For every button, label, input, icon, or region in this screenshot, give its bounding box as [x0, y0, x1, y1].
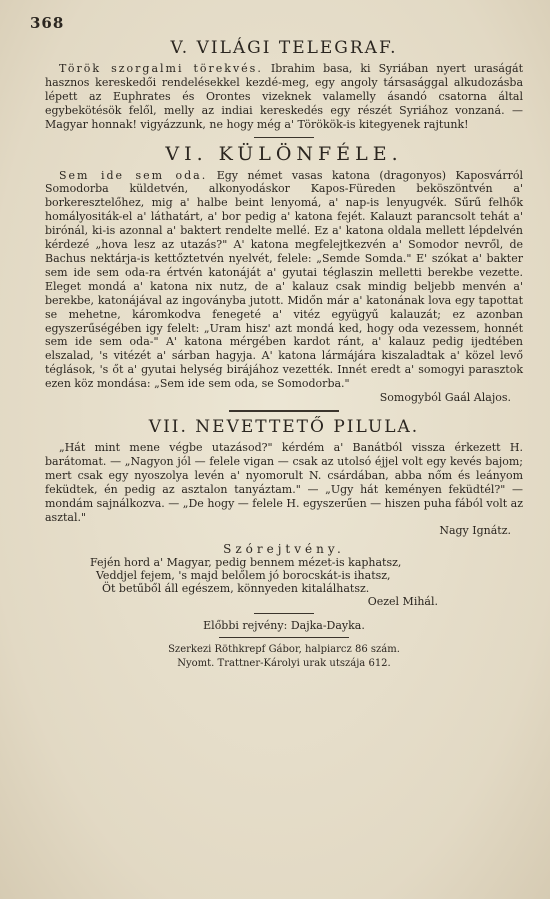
page-content — [45, 38, 523, 671]
previous-riddle-answer: Előbbi rejvény: Dajka-Dayka. — [203, 619, 365, 633]
riddle-verse — [45, 556, 523, 595]
paragraph-text: Ibrahim basa, ki Syriában nyert uraságát hasznos kereskedői rendelésekkel kezdé-meg, egy angoly társasággal alkudozásba lépett az Euphrates és Orontes vizeknek valamelly ásandó csatorna által egybekötésök felől, melly az indiai kereskedés egy részét Syriához vonzaná. — Magyar honnak! vigyázzunk, ne hogy még a' Törökök-is kitegyenek rajtunk! — [45, 62, 523, 131]
section-title-world-telegraph: V. VILÁGI TELEGRAF. — [170, 38, 398, 58]
section-divider — [229, 410, 339, 412]
paragraph-lead: Sem ide sem oda. — [59, 168, 208, 182]
section-paragraph — [45, 169, 523, 392]
signature: Somogyból Gaál Alajos. — [379, 391, 511, 405]
footer-divider — [219, 637, 349, 638]
paragraph-lead: Török szorgalmi törekvés. — [59, 62, 263, 75]
riddle-title: Szórejtvény. — [223, 542, 345, 557]
paragraph-text: Egy német vasas katona (dragonyos) Kaposvárról Somodorba küldetvén, alkonyodáskor Kapos-Füreden beköszöntvén a' borkeresztelőhez, mig a' halbe beint lenyomá, a' nap-is lenyugvék. Sűrű felhők homályositák-el a' láthatárt, a' bor pedig a' katona fejét. Kalauzt parancsolt tehát a' birónál, ki-is azonnal a' baktert rendelte mellé. Ez a' katona oldala mellett lépdelvén kérdezé „hova lesz az utazás?" A' katona megfelejtkezvén a' Somodor nevről, de Bachus nektárja-is kettőztetvén nyelvét, felele: „Semde Somda." E' szókat a' bakter sem ide sem oda-ra értvén katonáját a' gyutai téglaszin melletti berekbe vezette. Eleget mondá a' katona nix nutz, de a' kalauz csak mindig beljebb menvén a' berekbe, katonájával az ingoványba jutott. Midőn már a' katonának lova egy tapottat se mehetne, káromkodva fenegeté a' vitéz együgyű kalauzát; ez azonban egyszerűségében igy felelt: „Uram hisz' azt mondá ked, hogy oda vezessem, honnét sem ide sem oda-" A' katona mérgében kardot ránt, a' kalauz pedig ijedtében elszalad, 's vitézét a' sárban hagyja. A' katona lármájára kiszaladtak a' közel levő téglások, 's őt a' gyutai helység birájához vezették. Innét eredt a' somogyi parasztok ezen köz mondása: „Sem ide sem oda, se Somodorba." — [45, 168, 523, 391]
section-title-funny-pill: VII. NEVETTETŐ PILULA. — [148, 417, 420, 438]
verse-line: Fején hord a' Magyar, pedig bennem mézet-is kaphatsz, — [90, 556, 402, 570]
signature: Nagy Ignátz. — [439, 524, 511, 538]
paragraph-text: „Hát mint mene végbe utazásod?" kérdém a' Banátból vissza érkezett H. barátomat. — „Nagyon jól — felele vigan — csak az utolsó éjjel volt egy kevés bajom; mert csak egy nyoszolya levén a' nyomorult N. csárdában, abba nőm és leányom feküdtek, én pedig az asztalon tanyáztam." — „Ugy hát keményen feküdtél?" — mondám sajnálkozva. — „De hogy — felele H. egyszerűen — hiszen puha fából volt az asztal." — [45, 441, 523, 524]
section-divider — [254, 137, 314, 138]
page-number: 368 — [30, 14, 65, 32]
riddle-signature: Oezel Mihál. — [367, 595, 438, 609]
editor-line: Szerkezi Röthkrepf Gábor, halpiarcz 86 szám. — [168, 644, 400, 656]
section-divider — [254, 613, 314, 614]
verse-line: Veddjel fejem, 's majd belőlem jó borocskát-is ihatsz, — [96, 569, 391, 583]
section-paragraph — [45, 441, 523, 524]
section-paragraph — [45, 62, 523, 132]
verse-line: Öt betűből áll egészem, könnyeden kitalálhatsz. — [102, 582, 370, 596]
section-title-miscellaneous: VI. KÜLÖNFÉLE. — [165, 142, 403, 165]
printer-line: Nyomt. Trattner-Károlyi urak utszája 612. — [177, 658, 391, 670]
